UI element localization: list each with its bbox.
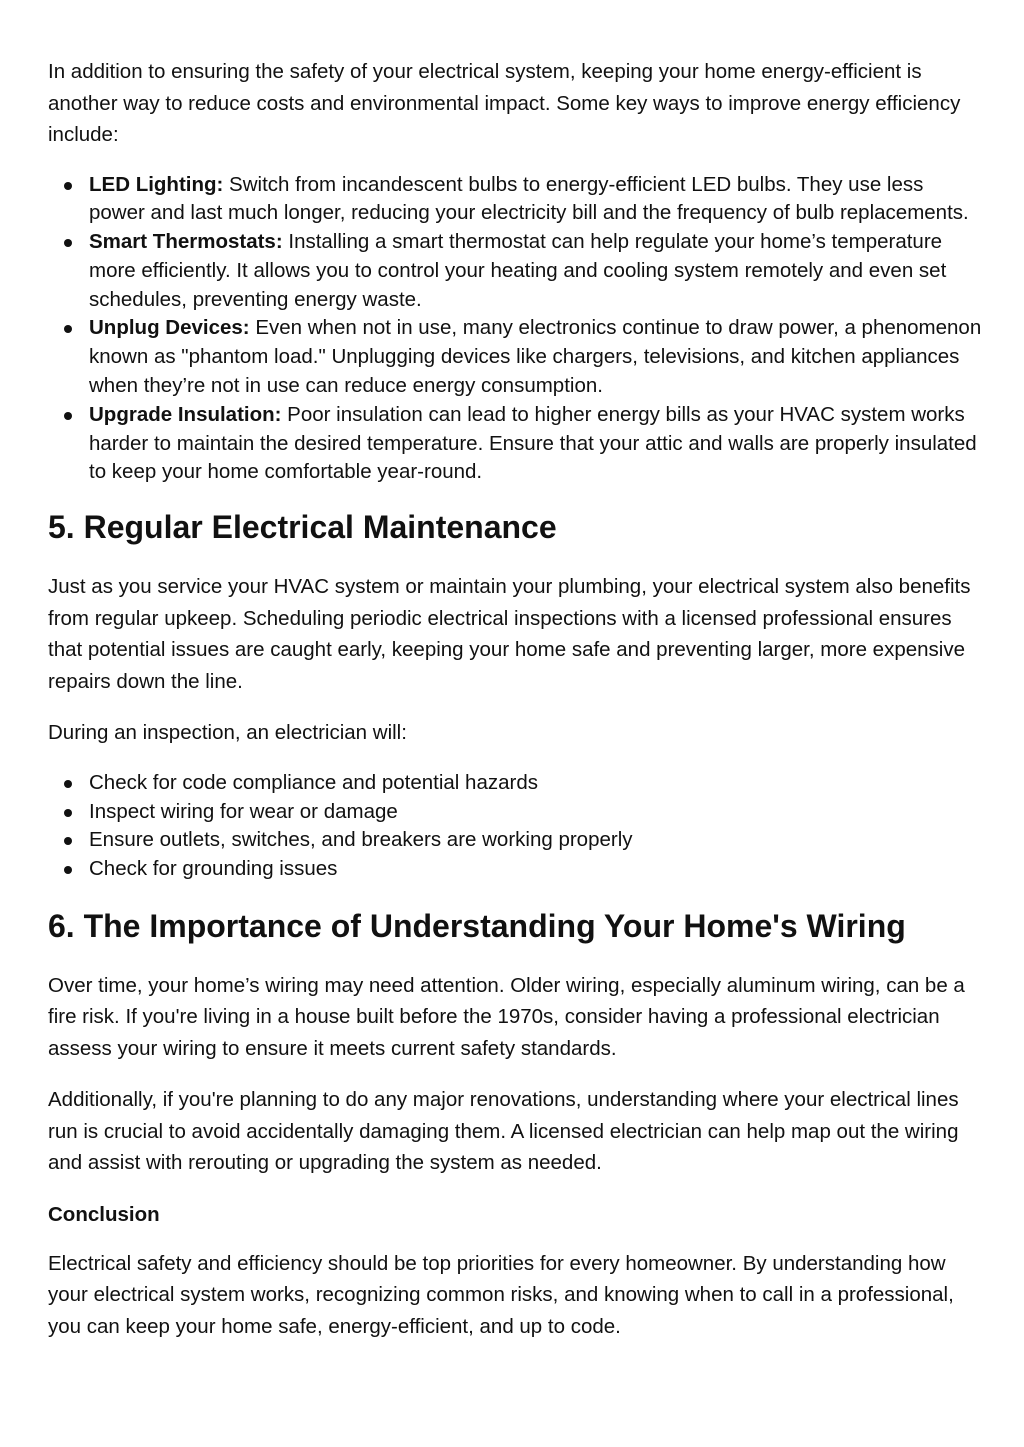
list-item — [48, 171, 983, 229]
list-item — [48, 401, 983, 487]
bullet-icon — [64, 837, 72, 845]
list-item-text: Inspect wiring for wear or damage — [89, 799, 398, 823]
list-item-text: Check for grounding issues — [89, 857, 338, 881]
article-body — [48, 56, 983, 1342]
intro-paragraph: In addition to ensuring the safety of your electrical system, keeping your home energy-efficient is another way to reduce costs and environmental impact. Some key ways to improve energy efficiency include: — [48, 60, 961, 146]
list-item — [48, 855, 983, 884]
list-item-text: Check for code compliance and potential hazards — [89, 770, 538, 794]
list-item-text: Ensure outlets, switches, and breakers are working properly — [89, 828, 633, 852]
bullet-icon — [64, 182, 72, 190]
list-item-text: Installing a smart thermostat can help regulate your home’s temperature more efficiently. It allows you to control your heating and cooling system remotely and even set schedules, preventing energy waste. — [89, 230, 947, 311]
section-heading-wiring: 6. The Importance of Understanding Your Home's Wiring — [48, 907, 906, 944]
bullet-icon — [64, 325, 72, 333]
bullet-icon — [64, 412, 72, 420]
bullet-icon — [64, 239, 72, 247]
list-item-text: Even when not in use, many electronics continue to draw power, a phenomenon known as "phantom load." Unplugging devices like chargers, televisions, and kitchen appliances when they’re not in use can reduce energy consumption. — [89, 316, 982, 398]
section-heading-maintenance: 5. Regular Electrical Maintenance — [48, 509, 557, 546]
conclusion-heading: Conclusion — [48, 1202, 160, 1226]
list-item-title: Upgrade Insulation: — [89, 402, 282, 426]
list-item — [48, 798, 983, 827]
conclusion-paragraph: Electrical safety and efficiency should be top priorities for every homeowner. By understanding how your electrical system works, recognizing common risks, and knowing when to call in a professional, you can keep your home safe, energy-efficient, and up to code. — [48, 1251, 954, 1338]
list-item-title: LED Lighting: — [89, 172, 224, 196]
list-item — [48, 826, 983, 855]
list-item-title: Smart Thermostats: — [89, 230, 283, 254]
maintenance-paragraph: Just as you service your HVAC system or maintain your plumbing, your electrical system also benefits from regular upkeep. Scheduling periodic electrical inspections with a licensed professional ensures that potential issues are caught early, keeping your home safe and preventing larger, more expensive repairs down the line. — [48, 575, 971, 693]
energy-efficiency-list — [48, 171, 983, 488]
bullet-icon — [64, 866, 72, 874]
list-item-text: Poor insulation can lead to higher energy bills as your HVAC system works harder to maintain the desired temperature. Ensure that your attic and walls are properly insulated to keep your home comfortable year-round. — [89, 402, 977, 484]
inspection-lead-paragraph: During an inspection, an electrician will: — [48, 721, 407, 745]
bullet-icon — [64, 780, 72, 788]
list-item — [48, 228, 983, 314]
list-item-text: Switch from incandescent bulbs to energy-efficient LED bulbs. They use less power and last much longer, reducing your electricity bill and the frequency of bulb replacements. — [89, 172, 969, 225]
renovation-paragraph: Additionally, if you're planning to do any major renovations, understanding where your electrical lines run is crucial to avoid accidentally damaging them. A licensed electrician can help map out the wiring and assist with rerouting or upgrading the system as needed. — [48, 1088, 959, 1175]
inspection-list — [48, 769, 983, 884]
list-item-title: Unplug Devices: — [89, 316, 250, 340]
list-item — [48, 314, 983, 400]
wiring-paragraph: Over time, your home’s wiring may need attention. Older wiring, especially aluminum wiring, can be a fire risk. If you're living in a house built before the 1970s, consider having a professional electrician assess your wiring to ensure it meets current safety standards. — [48, 973, 965, 1060]
list-item — [48, 769, 983, 798]
bullet-icon — [64, 809, 72, 817]
